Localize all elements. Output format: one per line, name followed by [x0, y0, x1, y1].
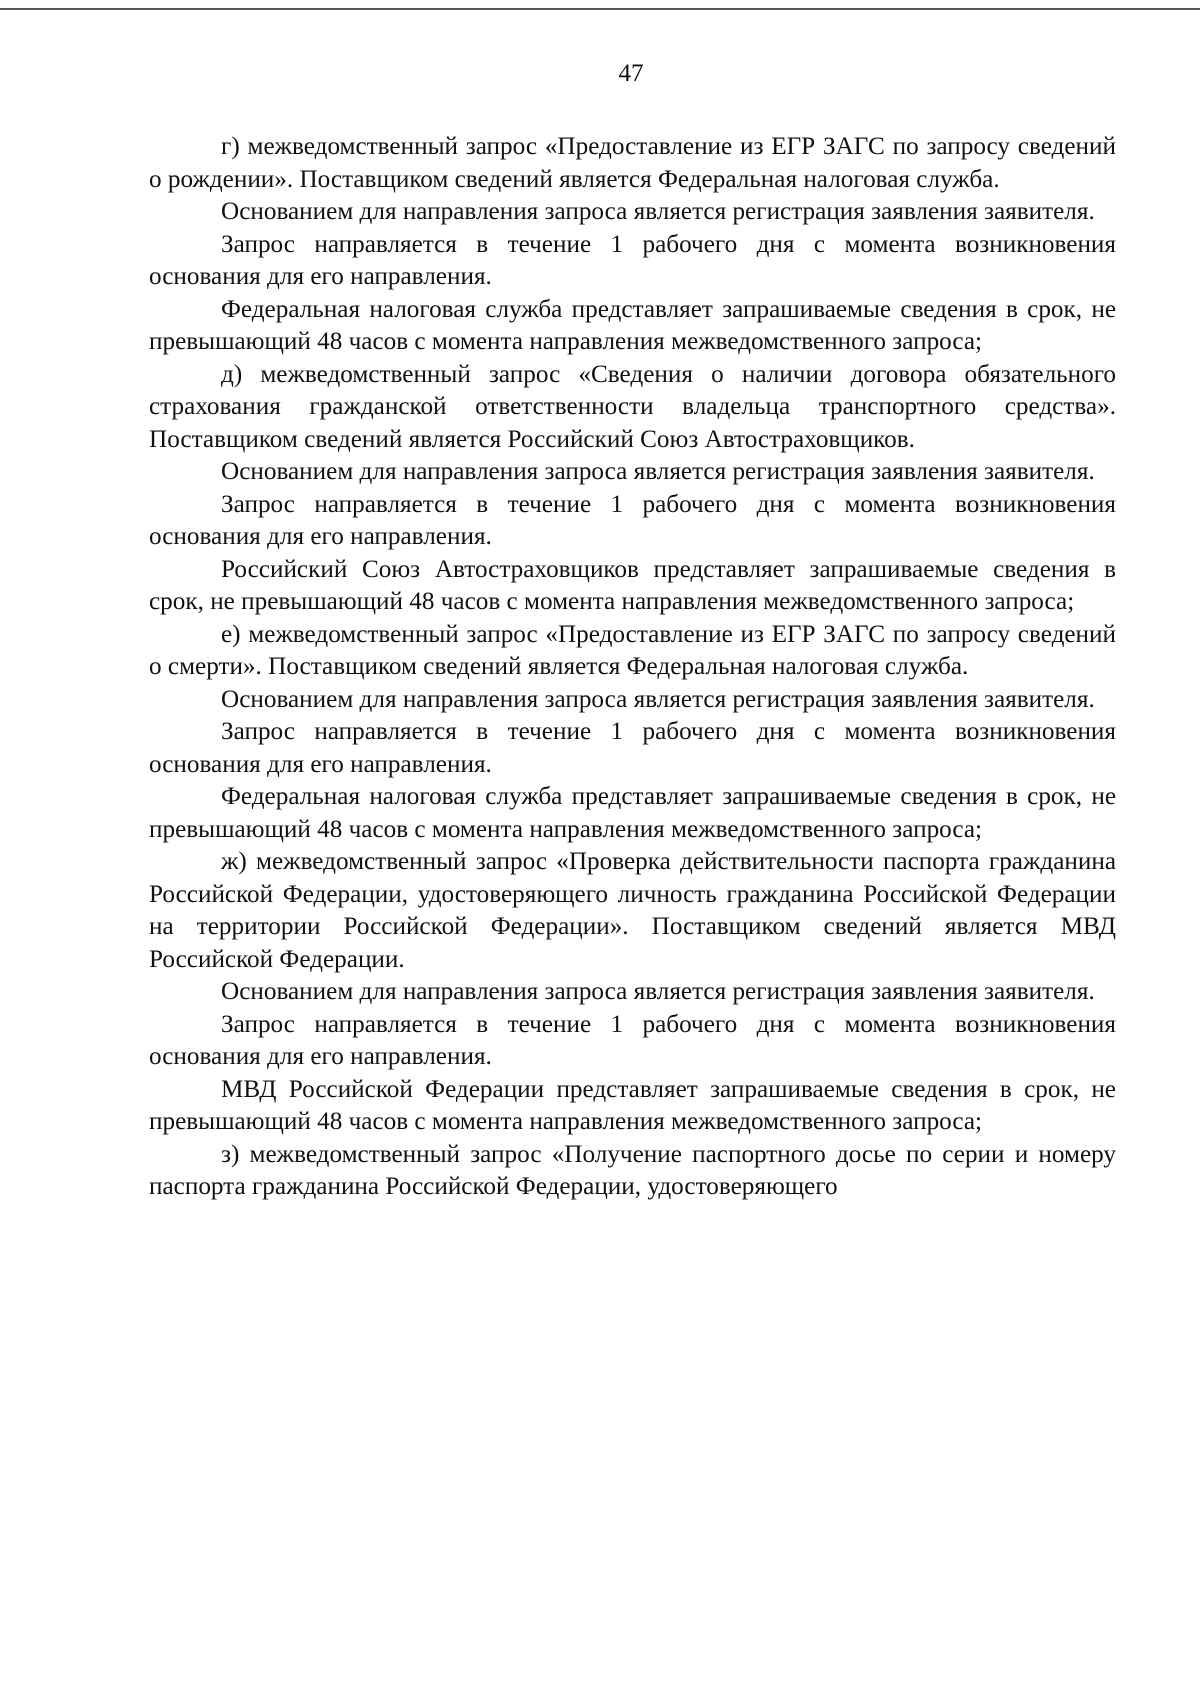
paragraph: д) межведомственный запрос «Сведения о наличии договора обязательного страхования гражданской ответственности владельца транспортного средства». Поставщиком сведений является Российский Союз Автостраховщиков. [149, 360, 1116, 453]
paragraph: Основанием для направления запроса является регистрация заявления заявителя. [221, 458, 1095, 485]
paragraph: Основанием для направления запроса является регистрация заявления заявителя. [221, 198, 1095, 225]
paragraph: Основанием для направления запроса является регистрация заявления заявителя. [221, 685, 1095, 713]
paragraph: Федеральная налоговая служба представляет запрашиваемые сведения в срок, не превышающий 48 часов с момента направления межведомственного запроса; [149, 783, 1116, 843]
paragraph: е) межведомственный запрос «Предоставление из ЕГР ЗАГС по запросу сведений о смерти». Поставщиком сведений является Федеральная налоговая служба. [149, 620, 1116, 680]
paragraph: Запрос направляется в течение 1 рабочего дня с момента возникновения основания для его направления. [149, 1010, 1116, 1070]
paragraph: Запрос направляется в течение 1 рабочего дня с момента возникновения основания для его направления. [149, 230, 1116, 290]
document-body [149, 131, 1116, 1204]
paragraph-last: з) межведомственный запрос «Получение паспортного досье по серии и номеру паспорта гражданина Российской Федерации, удостоверяющего [149, 1140, 1116, 1200]
paragraph: ж) межведомственный запрос «Проверка действительности паспорта гражданина Российской Федерации, удостоверяющего личность гражданина Российской Федерации на территории Российской Федерации». Поставщиком сведений является МВД Российской Федерации. [149, 848, 1116, 973]
top-rule [0, 8, 1200, 10]
paragraph: Основанием для направления запроса является регистрация заявления заявителя. [221, 978, 1095, 1005]
paragraph: Федеральная налоговая служба представляет запрашиваемые сведения в срок, не превышающий 48 часов с момента направления межведомственного запроса; [149, 295, 1116, 355]
paragraph: МВД Российской Федерации представляет запрашиваемые сведения в срок, не превышающий 48 часов с момента направления межведомственного запроса; [149, 1075, 1116, 1135]
paragraph: Запрос направляется в течение 1 рабочего дня с момента возникновения основания для его направления. [149, 718, 1116, 778]
paragraph: Запрос направляется в течение 1 рабочего дня с момента возникновения основания для его направления. [149, 490, 1116, 550]
paragraph: г) межведомственный запрос «Предоставление из ЕГР ЗАГС по запросу сведений о рождении». Поставщиком сведений является Федеральная налоговая служба. [149, 133, 1116, 193]
page-number: 47 [618, 60, 644, 87]
paragraph: Российский Союз Автостраховщиков представляет запрашиваемые сведения в срок, не превышающий 48 часов с момента направления межведомственного запроса; [149, 555, 1116, 615]
